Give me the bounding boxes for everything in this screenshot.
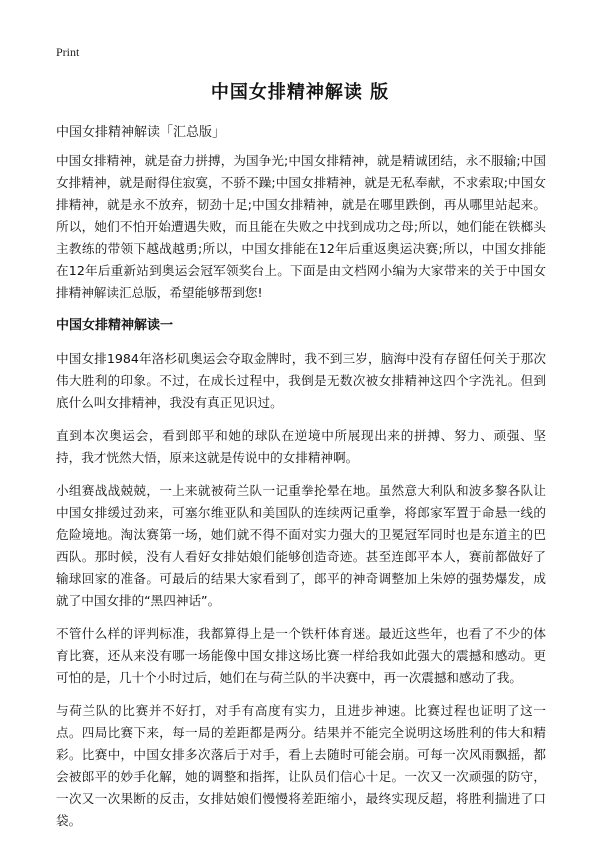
intro-paragraph: 中国女排精神，就是奋力拼搏，为国争光;中国女排精神，就是精诚团结，永不服输;中国女排精神，就是耐得住寂寞，不骄不躁;中国女排精神，就是无私奉献，不求索取;中国女排精神，就是永不放弃，韧劲十足;中国女排精神，就是在哪里跌倒，再从哪里站起来。所以，她们不怕开始遭遇失败，而且能在失败之中找到成功之母;所以，她们能在铁榔头主教练的带领下越战越勇;所以，中国女排能在12年后重返奥运决赛;所以，中国女排能在12年后重新站到奥运会冠军领奖台上。下面是由文档网小编为大家带来的关于中国女排精神解读汇总版，希望能够帮到您!	[56, 153, 546, 300]
document-subtitle: 中国女排精神解读「汇总版」	[56, 125, 226, 140]
body-paragraph: 与荷兰队的比赛并不好打，对手有高度有实力，且进步神速。比赛过程也证明了这一点。四局比赛下来，每一局的差距都是两分。结果并不能完全说明这场胜利的伟大和精彩。比赛中，中国女排多次落后于对手，看上去随时可能会崩。可每一次风雨飘摇，都会被郎平的妙手化解，她的调整和指挥，让队员们信心十足。一次又一次顽强的防守，一次又一次果断的反击，女排姑娘们慢慢将差距缩小，最终实现反超，将胜利揣进了口袋。	[56, 703, 546, 828]
page-title: 中国女排精神解读 版	[210, 82, 390, 103]
body-paragraph: 不管什么样的评判标准，我都算得上是一个铁杆体育迷。最近这些年，也看了不少的体育比赛，还从来没有哪一场能像中国女排这场比赛一样给我如此强大的震撼和感动。更可怕的是，几十个小时过后，她们在与荷兰队的半决赛中，再一次震撼和感动了我。	[56, 626, 546, 685]
print-label: Print	[56, 45, 80, 59]
body-paragraph: 小组赛战战兢兢，一上来就被荷兰队一记重拳抡晕在地。虽然意大利队和波多黎各队让中国女排缓过劲来，可塞尔维亚队和美国队的连续两记重拳，将郎家军置于命悬一线的危险境地。淘汰赛第一场，她们就不得不面对实力强大的卫冕冠军同时也是东道主的巴西队。那时候，没有人看好女排姑娘们能够创造奇迹。甚至连郎平本人，赛前都做好了输球回家的准备。可最后的结果大家看到了，郎平的神奇调整加上朱婷的强势爆发，成就了中国女排的“黑四神话”。	[56, 483, 546, 608]
document-body	[56, 150, 546, 843]
section-heading: 中国女排精神解读一	[56, 318, 174, 333]
body-paragraph: 直到本次奥运会，看到郎平和她的球队在逆境中所展现出来的拼搏、努力、顽强、坚持，我才恍然大悟，原来这就是传说中的女排精神啊。	[56, 428, 546, 465]
body-paragraph: 中国女排1984年洛杉矶奥运会夺取金牌时，我不到三岁，脑海中没有存留任何关于那次伟大胜利的印象。不过，在成长过程中，我倒是无数次被女排精神这四个字洗礼。但到底什么叫女排精神，我没有真正见识过。	[56, 351, 546, 410]
